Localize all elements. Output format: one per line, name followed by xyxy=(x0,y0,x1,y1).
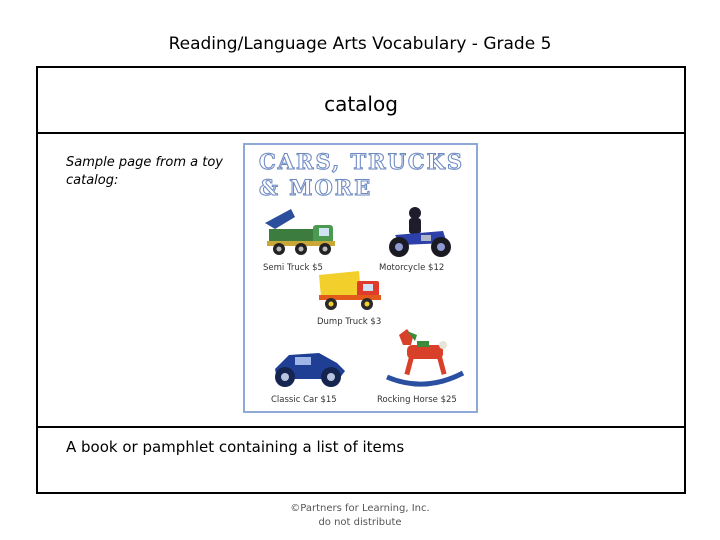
footer-notice: do not distribute xyxy=(318,517,402,528)
item-label-motorcycle: Motorcycle $12 xyxy=(379,263,445,273)
item-label-classic-car: Classic Car $15 xyxy=(271,395,337,405)
word-row xyxy=(38,68,684,134)
definition-text: A book or pamphlet containing a list of items xyxy=(66,438,405,456)
rocking-horse-icon xyxy=(381,327,467,393)
vocabulary-word: catalog xyxy=(324,92,398,116)
catalog-title-line-1: CARS, TRUCKS xyxy=(259,149,465,174)
example-label: Sample page from a toy catalog: xyxy=(66,155,223,188)
classic-car-icon xyxy=(265,341,351,391)
item-label-rocking-horse: Rocking Horse $25 xyxy=(377,395,457,405)
page-title: Reading/Language Arts Vocabulary - Grade 5 xyxy=(168,34,552,54)
toy-catalog-image xyxy=(243,143,478,413)
catalog-title xyxy=(259,149,469,201)
definition-row xyxy=(38,426,684,494)
catalog-title-line-2: & MORE xyxy=(259,175,373,200)
semi-truck-icon xyxy=(261,203,341,265)
copyright-footer xyxy=(0,502,720,530)
dump-truck-icon xyxy=(315,267,385,315)
motorcycle-icon xyxy=(381,205,461,263)
item-label-dump-truck: Dump Truck $3 xyxy=(317,317,382,327)
footer-copyright: ©Partners for Learning, Inc. xyxy=(290,503,430,514)
item-label-semi-truck: Semi Truck $5 xyxy=(263,263,323,273)
